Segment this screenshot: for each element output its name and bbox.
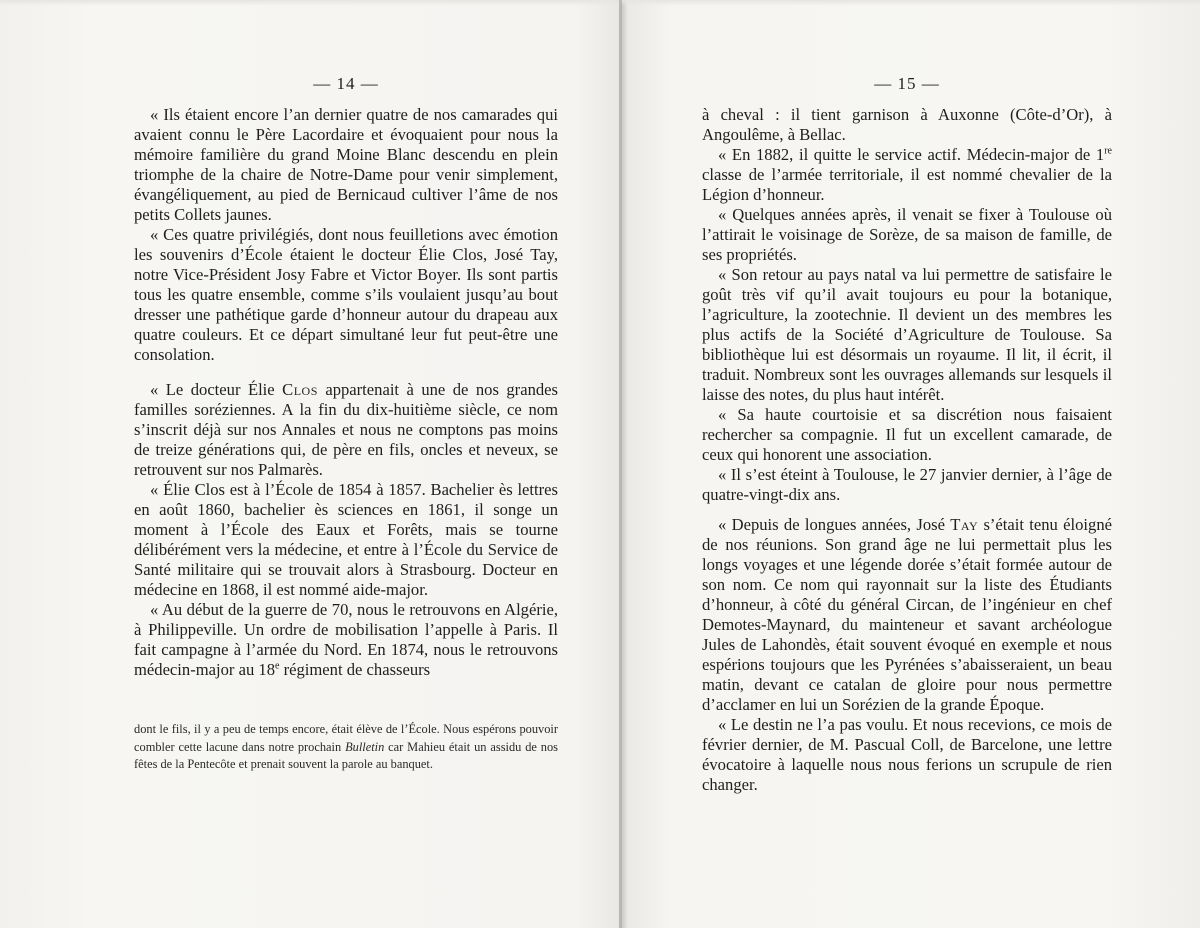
left-text-block-bottom bbox=[134, 380, 558, 680]
text-run: régiment de chasseurs bbox=[279, 660, 431, 679]
text-run: classe de l’armée territoriale, il est nommé chevalier de la Légion d’honneur. bbox=[702, 165, 1112, 204]
paragraph: « Son retour au pays natal va lui permettre de satisfaire le goût très vif qu’il avait toujours eu pour la botanique, l’agriculture, la zootechnie. Il devient un des membres les plus actifs de la Société d’Agriculture de Toulouse. Sa bibliothèque lui est désormais un royaume. Il lit, il écrit, il traduit. Nombreux sont les ouvrages allemands sur lesquels il laisse des notes, du plus haut intérêt. bbox=[702, 265, 1112, 404]
surname-clos: Clos bbox=[282, 380, 318, 399]
text-run: appartenait à une de nos grandes familles soréziennes. A la fin du dix-huitième siècle, ce nom s’inscrit déjà sur nos Annales et nous ne comptons pas moins de treize générations qui, de père en fils, oncles et neveux, se retrouvent sur nos Palmarès. bbox=[134, 380, 558, 479]
paragraph: « Quelques années après, il venait se fixer à Toulouse où l’attirait le voisinage de Sorèze, de sa maison de famille, de ses propriétés. bbox=[702, 205, 1112, 264]
text-run: « Le docteur Élie bbox=[150, 380, 283, 399]
right-text-block-bottom bbox=[702, 515, 1112, 795]
text-run: car Mahieu était un assidu de nos fêtes de la Pentecôte et prenait souvent la parole au banquet. bbox=[134, 739, 558, 771]
page-top-edge bbox=[0, 0, 1200, 6]
bulletin-title: Bulletin bbox=[345, 739, 385, 754]
paragraph: « Il s’est éteint à Toulouse, le 27 janvier dernier, à l’âge de quatre-vingt-dix ans. bbox=[702, 465, 1112, 504]
surname-tay: Tay bbox=[950, 515, 979, 534]
left-text-block-top bbox=[134, 105, 558, 365]
book-gutter bbox=[619, 0, 622, 928]
paragraph: « Élie Clos est à l’École de 1854 à 1857. Bachelier ès lettres en août 1860, bachelier ès sciences en 1861, il songe un moment à l’École des Eaux et Forêts, mais se tourne délibérément vers la médecine, et entre à l’École du Service de Santé militaire qui se trouvait alors à Strasbourg. Docteur en médecine en 1868, il est nommé aide-major. bbox=[134, 480, 558, 599]
text-run: « Depuis de longues années, José bbox=[718, 515, 951, 534]
paragraph: à cheval : il tient garnison à Auxonne (Côte-d’Or), à Angoulême, à Bellac. bbox=[702, 105, 1112, 144]
paragraph bbox=[702, 515, 1112, 715]
superscript: e bbox=[275, 660, 280, 672]
paragraph bbox=[702, 145, 1112, 205]
right-text-block-top bbox=[702, 105, 1112, 505]
paragraph: « Le destin ne l’a pas voulu. Et nous recevions, ce mois de février dernier, de M. Pascual Coll, de Barcelone, une lettre évocatoire à laquelle nous nous ferions un scrupule de rien changer. bbox=[702, 715, 1112, 794]
text-run: s’était tenu éloigné de nos réunions. Son grand âge ne lui permettait plus les longs voyages et une légende dorée s’était formée autour de son nom. Ce nom qui rayonnait sur la liste des Étudiants d’honneur, à côté du général Circan, de l’ingénieur en chef Demotes-Maynard, du mainteneur et savant archéologue Jules de Lahondès, était souvent évoqué en exemple et nous espérions toujours que les Pyrénées s’abaisseraient, un beau matin, devant ce catalan de gloire pour nous permettre d’acclamer en lui un Sorézien de la grande Époque. bbox=[702, 515, 1112, 714]
page-number-15: — 15 — bbox=[874, 74, 940, 93]
page-number-14: — 14 — bbox=[313, 74, 379, 93]
text-run: « En 1882, il quitte le service actif. Médecin-major de 1 bbox=[718, 145, 1105, 164]
footnote-text bbox=[134, 721, 558, 774]
paragraph: « Sa haute courtoisie et sa discrétion nous faisaient rechercher sa compagnie. Il fut un excellent camarade, de ceux qui honorent une association. bbox=[702, 405, 1112, 464]
superscript: re bbox=[1104, 145, 1112, 157]
text-run: dont le fils, il y a peu de temps encore, était élève de l’École. Nous espérons pouvoir combler cette lacune dans notre prochain bbox=[134, 722, 558, 754]
paragraph bbox=[134, 380, 558, 480]
footnote bbox=[134, 721, 558, 774]
paragraph bbox=[134, 600, 558, 680]
text-run: « Au début de la guerre de 70, nous le retrouvons en Algérie, à Philippeville. Un ordre de mobilisation l’appelle à Paris. Il fait campagne à l’armée du Nord. En 1874, nous le retrouvons médecin-major au 18 bbox=[134, 600, 558, 679]
paragraph: « Ils étaient encore l’an dernier quatre de nos camarades qui avaient connu le Père Lacordaire et évoquaient pour nous la mémoire familière du grand Moine Blanc descendu en plein triomphe de la chaire de Notre-Dame pour venir simplement, évangéliquement, au pied de Bernicaud cultiver l’âme de nos petits Collets jaunes. bbox=[134, 105, 558, 224]
paragraph: « Ces quatre privilégiés, dont nous feuilletions avec émotion les souvenirs d’École étaient le docteur Élie Clos, José Tay, notre Vice-Président Josy Fabre et Victor Boyer. Ils sont partis tous les quatre ensemble, comme s’ils voulaient jusqu’au bout dresser une pathétique garde d’honneur autour du drapeau aux quatre couleurs. Et ce départ simultané leur fut peut-être une consolation. bbox=[134, 225, 558, 364]
